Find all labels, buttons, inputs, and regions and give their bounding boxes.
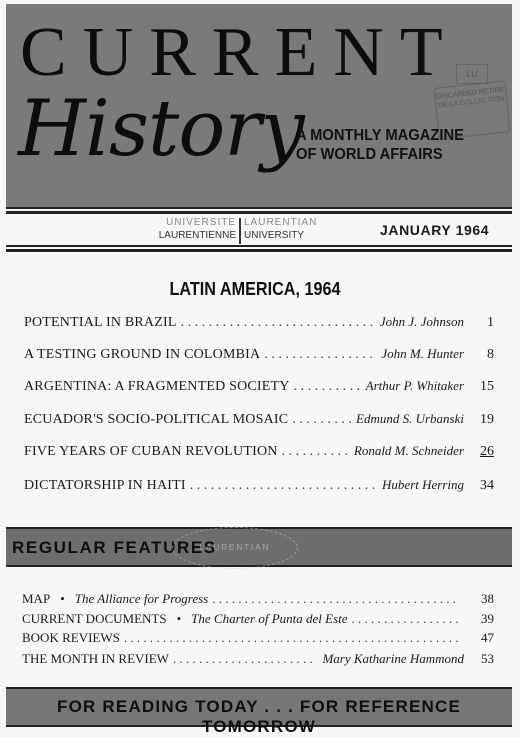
section-title: LATIN AMERICA, 1964: [169, 279, 341, 299]
article-title: A TESTING GROUND IN COLOMBIA: [24, 347, 261, 362]
library-stamp: LU: [456, 64, 488, 84]
article-title: FIVE YEARS OF CUBAN REVOLUTION: [24, 444, 278, 459]
feature-subtitle: Mary Katharine Hammond: [322, 651, 464, 666]
feature-title: THE MONTH IN REVIEW: [22, 651, 169, 666]
university-stamp: [140, 214, 340, 248]
article-page: 8: [487, 347, 494, 362]
dot-leader: [292, 412, 352, 428]
bottom-banner: [6, 687, 512, 736]
toc-row: [24, 346, 494, 364]
article-page: 15: [480, 379, 494, 394]
article-author: Edmund S. Urbanski: [356, 411, 464, 426]
feature-title: CURRENT DOCUMENTS: [22, 611, 167, 626]
tagline-line-2: OF WORLD AFFAIRS: [296, 146, 443, 163]
uni-stamp-left-top: UNIVERSITE: [165, 217, 236, 228]
article-title: ECUADOR'S SOCIO-POLITICAL MOSAIC: [24, 412, 289, 427]
article-title: DICTATORSHIP IN HAITI: [24, 478, 186, 493]
uni-stamp-right-bottom: UNIVERSITY: [244, 230, 305, 241]
uni-stamp-left-bottom: LAURENTIENNE: [158, 230, 236, 241]
masthead: [6, 4, 512, 207]
toc-row: [24, 411, 494, 429]
article-page: 1: [487, 315, 494, 330]
divider-rule: [6, 207, 512, 214]
dot-leader: [352, 611, 460, 627]
university-seal: LAURENTIAN: [172, 527, 298, 569]
feature-title: MAP: [22, 591, 51, 606]
article-author: Ronald M. Schneider: [353, 443, 464, 458]
toc-row: [24, 378, 494, 396]
dot-leader: [124, 630, 460, 646]
bullet-icon: •: [60, 591, 65, 606]
toc-row: [24, 443, 494, 461]
uni-stamp-divider: [239, 218, 241, 244]
title-history: History: [18, 84, 304, 174]
feature-subtitle: The Alliance for Progress: [74, 591, 209, 606]
feature-subtitle: The Charter of Punta del Este: [191, 611, 348, 626]
feature-page: 39: [481, 611, 494, 626]
dot-leader: [190, 478, 378, 494]
feature-row: [22, 630, 494, 647]
article-author: John M. Hunter: [381, 346, 464, 361]
feature-page: 47: [481, 630, 494, 645]
article-title: POTENTIAL IN BRAZIL: [24, 315, 177, 330]
slogan: FOR READING TODAY . . . FOR REFERENCE TOMORROW: [57, 697, 461, 736]
feature-page: 38: [481, 591, 494, 606]
article-author: Arthur P. Whitaker: [365, 378, 464, 393]
issue-date: JANUARY 1964: [380, 222, 490, 238]
dot-leader: [181, 315, 376, 331]
article-page: 19: [480, 412, 494, 427]
toc-row: [24, 477, 494, 495]
regular-features-bar: [6, 527, 512, 567]
article-title: ARGENTINA: A FRAGMENTED SOCIETY: [24, 379, 290, 394]
bullet-icon: •: [176, 611, 182, 626]
feature-page: 53: [481, 651, 494, 666]
discarded-stamp: DISCARDED RETIRE DE LA COLLECTION: [433, 80, 510, 139]
regular-features-label: REGULAR FEATURES: [12, 538, 217, 557]
feature-title: BOOK REVIEWS: [22, 630, 120, 645]
title-current: CURRENT: [20, 14, 459, 91]
divider-rule: [6, 245, 512, 252]
dot-leader: [173, 651, 313, 667]
dot-leader: [212, 591, 460, 607]
dot-leader: [264, 347, 377, 363]
article-page: 26: [480, 444, 494, 459]
article-author: John J. Johnson: [379, 314, 464, 329]
feature-row: [22, 591, 494, 608]
dot-leader: [282, 444, 350, 460]
feature-row: [22, 611, 494, 628]
toc-row: [24, 314, 494, 332]
article-page: 34: [480, 478, 494, 493]
dot-leader: [294, 379, 362, 395]
article-author: Hubert Herring: [382, 477, 464, 492]
uni-stamp-right-top: LAURENTIAN: [244, 217, 318, 228]
tagline-line-1: A MONTHLY MAGAZINE: [296, 127, 464, 144]
feature-row: [22, 651, 494, 668]
